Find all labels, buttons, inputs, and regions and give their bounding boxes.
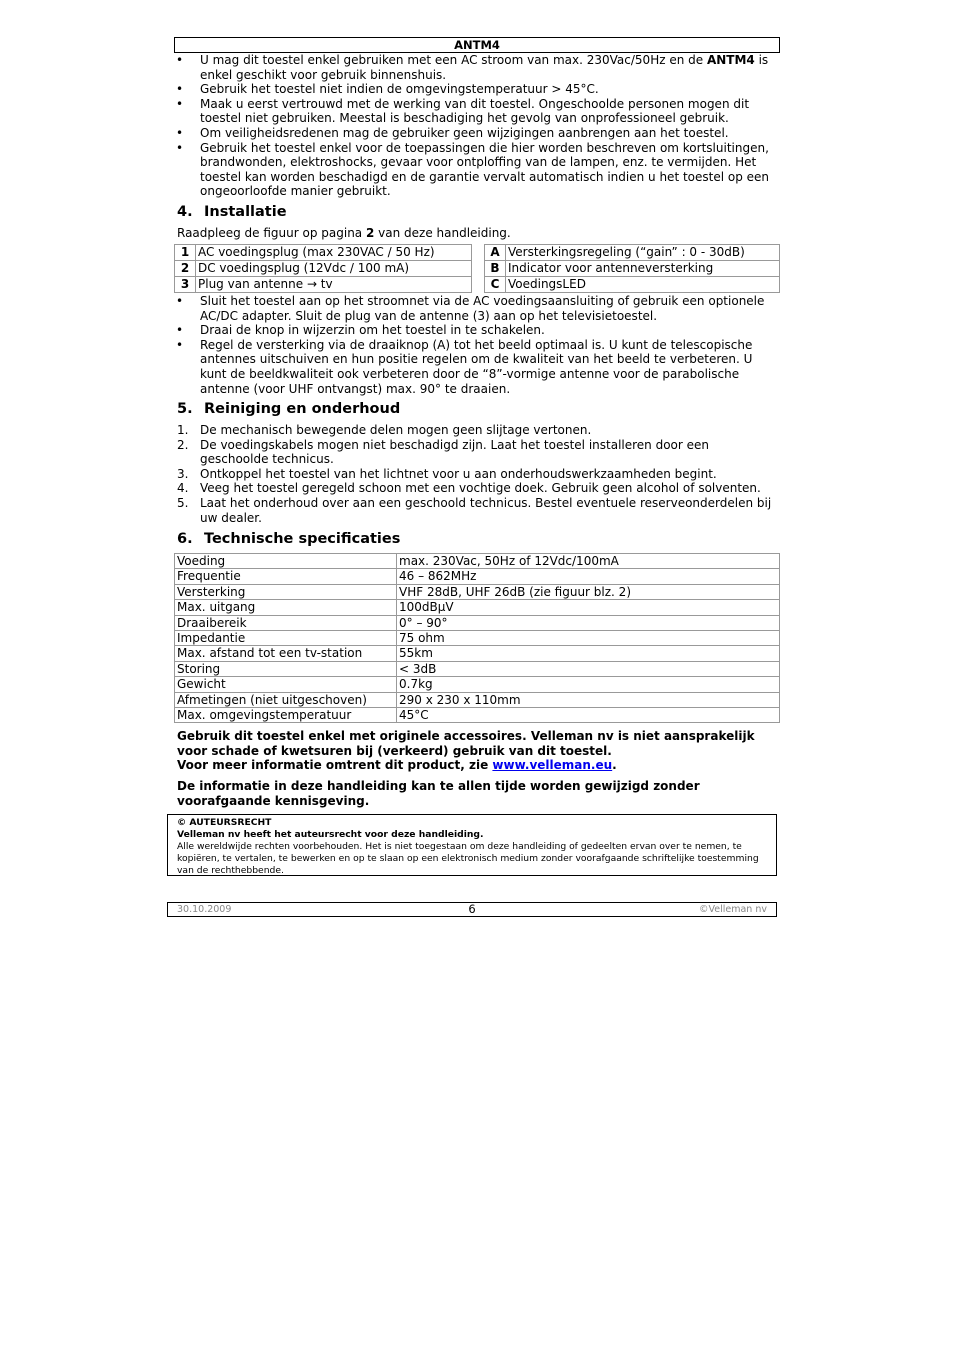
safety-list xyxy=(174,53,780,199)
list-item: • Regel de versterking via de draaiknop (A) tot het beeld optimaal is. U kunt de telescopische antennes uitschuiven en hun positie regelen om de kwaliteit van het beeld te verbeteren. U kunt de beeldkwaliteit ook verbeteren door de “8”-vormige antenne voor de parabolische antenne (voor UHF ontvangst) max. 90° te draaien. xyxy=(174,338,780,396)
maintenance-list xyxy=(174,423,780,525)
table-row: Versterking VHF 28dB, UHF 26dB (zie figuur blz. 2) xyxy=(175,584,780,599)
table-row: Afmetingen (niet uitgeschoven) 290 x 230 x 110mm xyxy=(175,692,780,707)
change-notice: De informatie in deze handleiding kan te allen tijde worden gewijzigd zonder voorafgaande kennisgeving. xyxy=(177,779,700,808)
list-item: • Draai de knop in wijzerzin om het toestel in te schakelen. xyxy=(174,323,780,338)
list-item: 4. Veeg het toestel geregeld schoon met een vochtige doek. Gebruik geen alcohol of solventen. xyxy=(177,481,761,496)
table-row: Impedantie 75 ohm xyxy=(175,631,780,646)
copyright-title: © AUTEURSRECHT xyxy=(177,817,272,828)
table-row: Storing < 3dB xyxy=(175,661,780,676)
footer-date: 30.10.2009 xyxy=(177,904,232,915)
table-row: B Indicator voor antenneversterking xyxy=(485,261,780,277)
list-item: 5. Laat het onderhoud over aan een geschoold technicus. Bestel eventuele reserveonderdelen bij uw dealer. xyxy=(177,495,772,525)
section-heading-installatie: 4. Installatie xyxy=(177,204,287,220)
copyright-box xyxy=(167,814,777,876)
list-item: 1. De mechanisch bewegende delen mogen geen slijtage vertonen. xyxy=(177,423,592,437)
velleman-link[interactable]: www.velleman.eu xyxy=(492,758,613,773)
list-item: • Gebruik het toestel niet indien de omgevingstemperatuur > 45°C. xyxy=(174,82,780,97)
install-steps xyxy=(174,294,780,396)
list-item: 2. De voedingskabels mogen niet beschadigd zijn. Laat het toestel installeren door een geschoolde technicus. xyxy=(177,437,710,467)
table-row: Draaibereik 0° – 90° xyxy=(175,615,780,630)
copyright-subtitle: Velleman nv heeft het auteursrecht voor deze handleiding. xyxy=(177,829,484,840)
list-item: • Sluit het toestel aan op het stroomnet via de AC voedingsaansluiting of gebruik een optionele AC/DC adapter. Sluit de plug van de antenne (3) aan op het televisietoestel. xyxy=(174,294,780,323)
page-number: 6 xyxy=(468,902,476,916)
list-item: • Gebruik het toestel enkel voor de toepassingen die hier worden beschreven om kortsluitingen, brandwonden, elektroshocks, gevaar voor ontploffing van de lampen, enz. te vermijden. Het toestel kan worden beschadigd en de garantie vervalt automatisch indien u het toestel op een ongeoorloofde manier gebruikt. xyxy=(174,141,780,199)
copyright-body: Alle wereldwijde rechten voorbehouden. Het is niet toegestaan om deze handleiding of gedeelten ervan over te nemen, te kopiëren, te vertalen, te bewerken en op te slaan op een elektronisch medium zonder voorafgaande schriftelijke toestemming van de rechthebbende. xyxy=(177,841,759,876)
list-item: • Maak u eerst vertrouwd met de werking van dit toestel. Ongeschoolde personen mogen dit toestel niet gebruiken. Meestal is beschadiging het gevolg van onprofessioneel gebruik. xyxy=(174,97,780,126)
table-row: A Versterkingsregeling (“gain” : 0 - 30dB) xyxy=(485,245,780,261)
section-heading-specificaties: 6. Technische specificaties xyxy=(177,531,401,547)
parts-table-left xyxy=(174,244,472,293)
table-row: 3 Plug van antenne → tv xyxy=(175,277,472,293)
footer-brand: ©Velleman nv xyxy=(699,904,767,915)
table-row: Frequentie 46 – 862MHz xyxy=(175,569,780,584)
document-header xyxy=(174,37,780,53)
parts-table-right xyxy=(484,244,780,293)
section-heading-onderhoud: 5. Reiniging en onderhoud xyxy=(177,401,401,417)
list-item: • Om veiligheidsredenen mag de gebruiker geen wijzigingen aanbrengen aan het toestel. xyxy=(174,126,780,141)
model-name: ANTM4 xyxy=(454,38,500,52)
table-row: Gewicht 0.7kg xyxy=(175,677,780,692)
table-row: C VoedingsLED xyxy=(485,277,780,293)
table-row: Max. afstand tot een tv-station 55km xyxy=(175,646,780,661)
install-intro: Raadpleeg de figuur op pagina 2 van deze handleiding. xyxy=(177,226,511,240)
table-row: 2 DC voedingsplug (12Vdc / 100 mA) xyxy=(175,261,472,277)
list-item: • U mag dit toestel enkel gebruiken met een AC stroom van max. 230Vac/50Hz en de ANTM4 is enkel geschikt voor gebruik binnenshuis. xyxy=(174,53,780,82)
page-footer xyxy=(167,902,777,917)
table-row: Max. uitgang 100dBµV xyxy=(175,600,780,615)
list-item: 3. Ontkoppel het toestel van het lichtnet voor u aan onderhoudswerkzaamheden begint. xyxy=(177,466,717,481)
table-row: Max. omgevingstemperatuur 45°C xyxy=(175,708,780,723)
table-row: Voeding max. 230Vac, 50Hz of 12Vdc/100mA xyxy=(175,554,780,569)
accessory-notice: Gebruik dit toestel enkel met originele accessoires. Velleman nv is niet aansprakelijk voor schade of kwetsuren bij (verkeerd) gebruik van dit toestel. Voor meer informatie omtrent dit product, zie www.velleman.eu. xyxy=(177,729,755,773)
spec-table xyxy=(174,553,780,723)
table-row: 1 AC voedingsplug (max 230VAC / 50 Hz) xyxy=(175,245,472,261)
